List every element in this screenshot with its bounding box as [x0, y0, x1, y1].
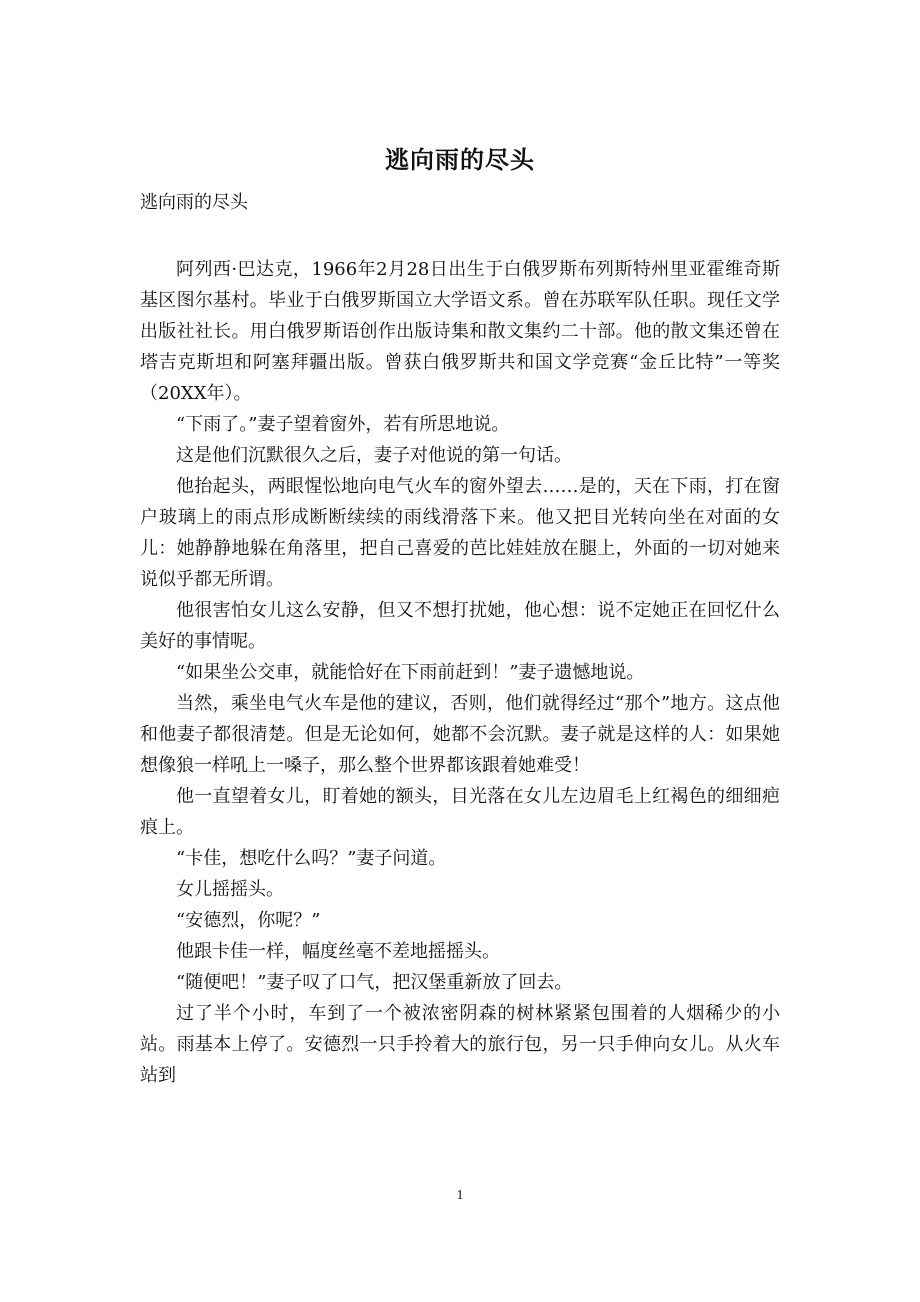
- document-title: 逃向雨的尽头: [385, 145, 535, 174]
- document-subtitle: 逃向雨的尽头: [140, 192, 248, 213]
- document-body: [140, 254, 780, 1091]
- paragraph: 当然，乘坐电气火车是他的建议，否则，他们就得经过“那个”地方。这点他和他妻子都很清楚。但是无论如何，她都不会沉默。妻子就是这样的人：如果她想像狼一样吼上一嗓子，那么整个世界都该跟着她难受！: [140, 693, 780, 776]
- paragraph: “随便吧！”妻子叹了口气，把汉堡重新放了回去。: [176, 972, 573, 993]
- paragraph: 他很害怕女儿这么安静，但又不想打扰她，他心想：说不定她正在回忆什么美好的事情呢。: [140, 600, 780, 652]
- paragraph: “如果坐公交車，就能恰好在下雨前赶到！”妻子遗憾地说。: [176, 662, 645, 683]
- page-number: 1: [456, 1188, 464, 1203]
- paragraph: 他一直望着女儿，盯着她的额头，目光落在女儿左边眉毛上红褐色的细细疤痕上。: [140, 786, 780, 838]
- paragraph: “下雨了。”妻子望着窗外，若有所思地说。: [176, 414, 510, 435]
- paragraph: 他跟卡佳一样，幅度丝毫不差地摇摇头。: [176, 941, 500, 962]
- paragraph: 这是他们沉默很久之后，妻子对他说的第一句话。: [176, 445, 572, 466]
- paragraph: 女儿摇摇头。: [176, 879, 284, 900]
- paragraph: 阿列西·巴达克，1966年2月28日出生于白俄罗斯布列斯特州里亚霍维奇斯基区图尔基村。毕业于白俄罗斯国立大学语文系。曾在苏联军队任职。现任文学出版社社长。用白俄罗斯语创作出版诗集和散文集约二十部。他的散文集还曾在塔吉克斯坦和阿塞拜疆出版。曾获白俄罗斯共和国文学竞赛“金丘比特”一等奖（20XX年）。: [140, 259, 780, 404]
- paragraph: 他抬起头，两眼惺忪地向电气火车的窗外望去……是的，天在下雨，打在窗户玻璃上的雨点形成断断续续的雨线滑落下来。他又把目光转向坐在对面的女儿：她静静地躲在角落里，把自己喜爱的芭比娃娃放在腿上，外面的一切对她来说似乎都无所谓。: [140, 476, 780, 590]
- paragraph: “安德烈，你呢？”: [176, 910, 321, 931]
- paragraph: 过了半个小时，车到了一个被浓密阴森的树林紧紧包围着的人烟稀少的小站。雨基本上停了。安德烈一只手拎着大的旅行包，另一只手伸向女儿。从火车站到: [140, 1003, 780, 1086]
- paragraph: “卡佳，想吃什么吗？”妻子问道。: [176, 848, 447, 869]
